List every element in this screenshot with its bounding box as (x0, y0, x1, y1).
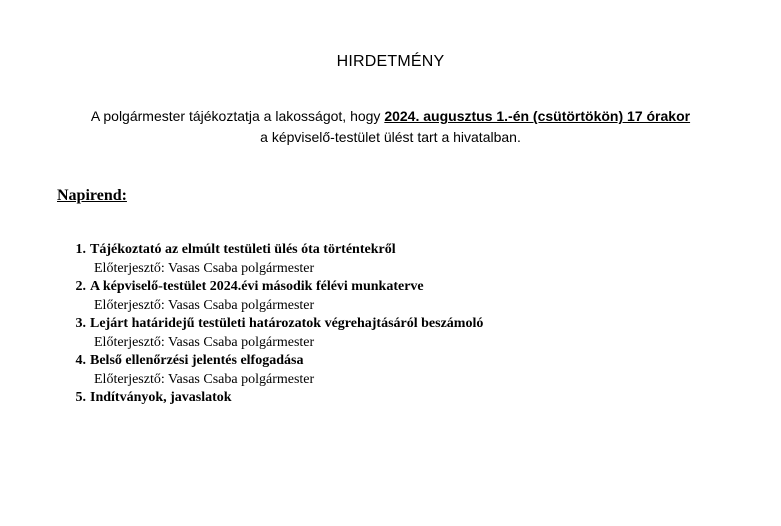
agenda-item-number: 1. (75, 242, 86, 257)
agenda-item-title: Lejárt határidejű testületi határozatok végrehajtásáról beszámoló (90, 316, 484, 331)
agenda-item-presenter: Előterjesztő: Vasas Csaba polgármester (94, 334, 315, 350)
notice-title: HIRDETMÉNY (336, 53, 445, 70)
agenda-item-title: Tájékoztató az elmúlt testületi ülés óta történtekről (90, 242, 396, 257)
agenda-item (63, 352, 743, 389)
intro-paragraph (40, 106, 741, 148)
agenda-item-title: Indítványok, javaslatok (90, 390, 232, 405)
agenda-item-number: 3. (75, 316, 86, 331)
agenda-heading: Napirend: (57, 187, 127, 204)
agenda-item (63, 389, 743, 408)
agenda-item-presenter: Előterjesztő: Vasas Csaba polgármester (94, 371, 315, 387)
agenda-item (63, 241, 743, 278)
agenda-item-presenter: Előterjesztő: Vasas Csaba polgármester (94, 260, 315, 276)
agenda-item-title: Belső ellenőrzési jelentés elfogadása (90, 353, 304, 368)
intro-suffix: a képviselő-testület ülést tart a hivatalban. (260, 129, 521, 145)
agenda-list (63, 241, 743, 408)
agenda-item-title: A képviselő-testület 2024.évi második félévi munkaterve (90, 279, 424, 294)
agenda-item (63, 278, 743, 315)
agenda-item-number: 4. (75, 353, 86, 368)
agenda-item-number: 2. (75, 279, 86, 294)
meeting-date: 2024. augusztus 1.-én (csütörtökön) 17 órakor (384, 108, 691, 124)
intro-prefix: A polgármester tájékoztatja a lakosságot, hogy (90, 108, 385, 124)
agenda-item-presenter: Előterjesztő: Vasas Csaba polgármester (94, 297, 315, 313)
agenda-item-number: 5. (75, 390, 86, 405)
agenda-item (63, 315, 743, 352)
